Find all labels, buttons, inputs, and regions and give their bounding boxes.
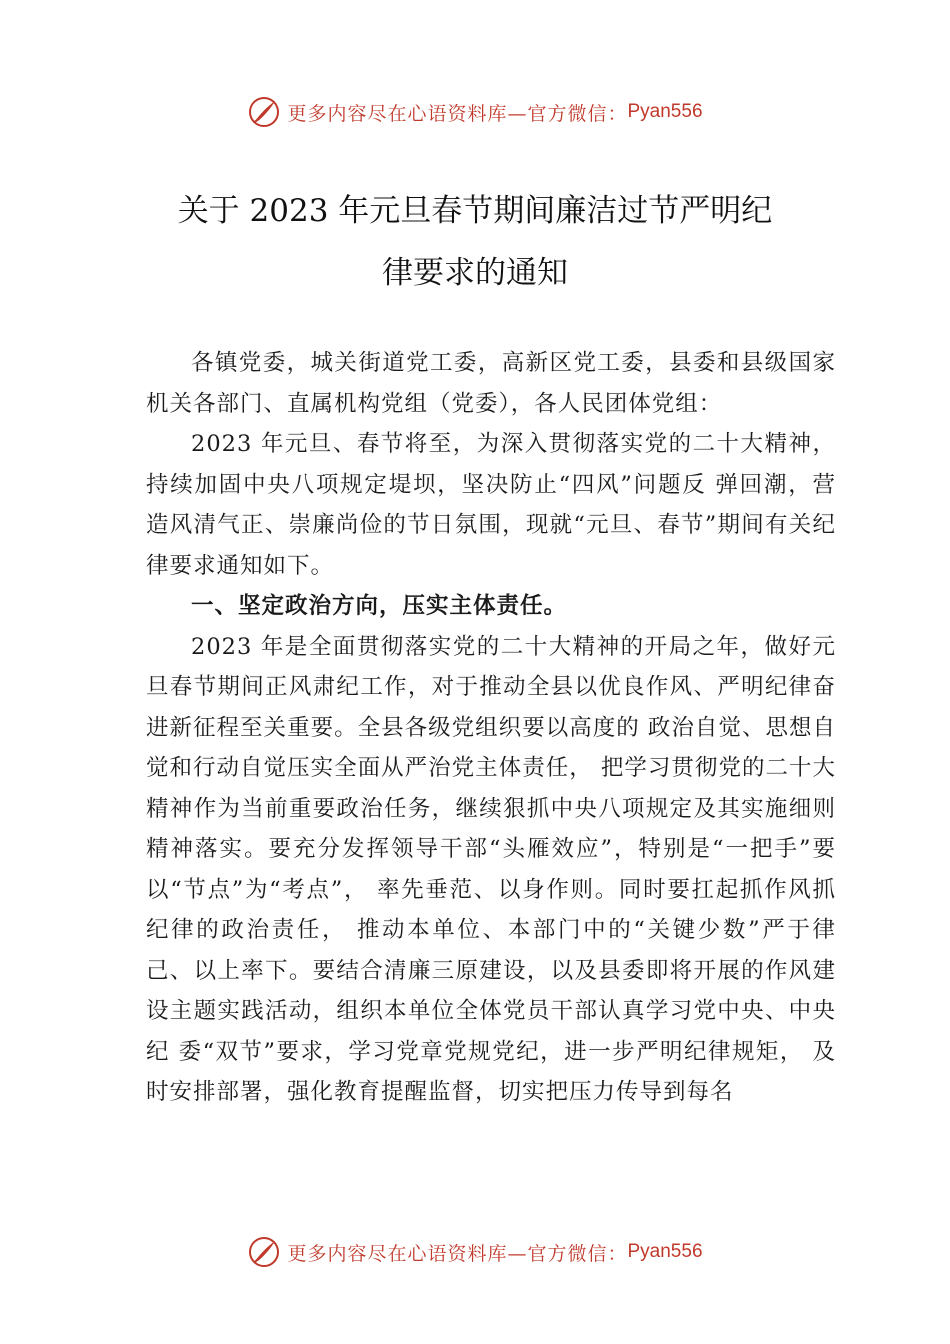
salutation-paragraph: 各镇党委，城关街道党工委，高新区党工委，县委和县级国家机关各部门、直属机构党组（党委），各人民团体党组：: [146, 350, 836, 417]
watermark-wechat-id: Pyan556: [627, 1241, 703, 1262]
section-1-paragraph: 2023 年是全面贯彻落实党的二十大精神的开局之年，做好元旦春节期间正风肃纪工作，对于推动全县以优良作风、严明纪律奋进新征程至关重要。全县各级党组织要以高度的 政治自觉、思想自觉和行动自觉压实全面从严治党主体责任， 把学习贯彻党的二十大精神作为当前重要政治任务，继续狠抓中央八项规定及其实施细则精神落实。要充分发挥领导干部“头雁效应”，特别是“一把手”要以“节点”为“考点”， 率先垂范、以身作则。同时要扛起抓作风抓纪律的政治责任， 推动本单位、本部门中的“关键少数”严于律己、以上率下。要结合清廉三原建设，以及县委即将开展的作风建设主题实践活动，组织本单位全体党员干部认真学习党中央、中央纪 委“双节”要求，学习党章党规党纪，进一步严明纪律规矩， 及时安排部署，强化教育提醒监督，切实把压力传导到每名: [146, 633, 836, 1105]
document-body: [146, 343, 836, 1113]
quill-logo-icon: [247, 1235, 281, 1269]
title-line-2: 律要求的通知: [382, 255, 568, 291]
document-title: [100, 180, 850, 304]
watermark-wechat-id: Pyan556: [627, 101, 703, 122]
watermark-brand-text: 更多内容尽在心语资料库—官方微信：: [287, 1242, 628, 1265]
title-line-1: 关于 2023 年元旦春节期间廉洁过节严明纪: [177, 193, 773, 229]
quill-logo-icon: [247, 95, 281, 129]
section-1-heading: 一、坚定政治方向，压实主体责任。: [191, 593, 568, 619]
footer-watermark: [0, 1235, 950, 1269]
header-watermark: [0, 95, 950, 129]
watermark-brand-text: 更多内容尽在心语资料库—官方微信：: [287, 102, 628, 125]
intro-paragraph: 2023 年元旦、春节将至，为深入贯彻落实党的二十大精神，持续加固中央八项规定堤坝，坚决防止“四风”问题反 弹回潮，营造风清气正、崇廉尚俭的节日氛围，现就“元旦、春节”期间有关纪律要求通知如下。: [146, 431, 836, 579]
